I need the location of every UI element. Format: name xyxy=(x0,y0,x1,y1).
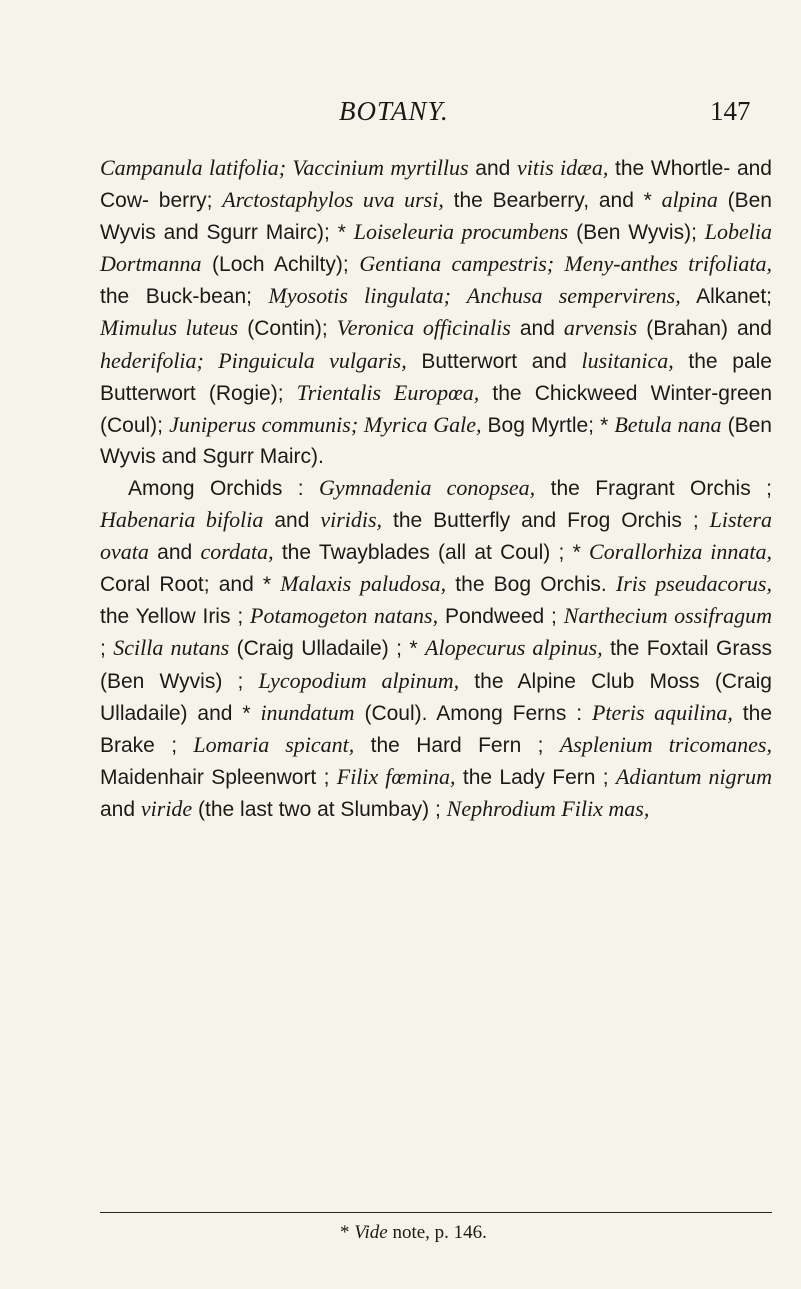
text-segment: (Loch Achilty); xyxy=(201,253,360,277)
text-segment: the Hard Fern ; xyxy=(354,733,560,757)
italic-text-segment: Lomaria spicant, xyxy=(193,731,355,757)
text-segment: the Buck-bean; xyxy=(100,285,269,309)
text-segment: the Yellow Iris ; xyxy=(100,605,251,629)
italic-text-segment: alpina xyxy=(661,187,718,213)
text-segment: Bog Myrtle; * xyxy=(481,413,615,437)
text-segment: the Chickweed Winter-green (Coul); xyxy=(100,381,772,437)
footnote-marker: * xyxy=(340,1222,350,1243)
text-segment: the Bog Orchis. xyxy=(446,573,616,597)
italic-text-segment: Scilla nutans xyxy=(113,635,230,661)
text-segment: Coral Root; and * xyxy=(100,573,281,597)
italic-text-segment: Asplenium tricomanes, xyxy=(559,731,772,757)
italic-text-segment: Betula nana xyxy=(614,411,722,437)
text-segment: ; xyxy=(100,637,114,661)
text-segment: the pale Butterwort (Rogie); xyxy=(100,349,772,405)
text-segment: the Whortle- and Cow- berry; xyxy=(100,157,772,213)
text-segment: the Lady Fern ; xyxy=(455,765,616,789)
italic-text-segment: Mimulus luteus xyxy=(100,315,239,341)
text-segment: (Ben Wyvis); xyxy=(568,221,705,245)
running-title: BOTANY. xyxy=(339,96,449,126)
footnote-text: note, p. 146. xyxy=(392,1222,487,1243)
italic-text-segment: Adiantum nigrum xyxy=(615,763,773,789)
italic-text-segment: Arctostaphylos uva ursi, xyxy=(222,187,444,213)
italic-text-segment: Pteris aquilina, xyxy=(591,699,733,725)
italic-text-segment: Lycopodium alpinum, xyxy=(258,667,460,693)
text-segment: the Alpine Club Moss (Craig Ulladaile) and * xyxy=(100,669,772,725)
text-segment: Pondweed ; xyxy=(438,605,564,629)
italic-text-segment: Alopecurus alpinus, xyxy=(425,635,603,661)
italic-text-segment: Corallorhiza innata, xyxy=(589,539,772,565)
paragraph xyxy=(100,472,772,825)
text-segment: (Brahan) and xyxy=(637,317,772,341)
italic-text-segment: Lobelia Dortmanna xyxy=(100,219,772,277)
text-segment: and xyxy=(263,509,321,533)
italic-text-segment: arvensis xyxy=(563,315,638,341)
body-text xyxy=(100,152,772,825)
text-segment: (Contin); xyxy=(238,317,337,341)
italic-text-segment: hederifolia; Pinguicula vulgaris, xyxy=(100,347,407,373)
italic-text-segment: Juniperus communis; Myrica Gale, xyxy=(169,411,482,437)
footnote xyxy=(0,1222,801,1244)
text-segment: the Brake ; xyxy=(100,701,772,757)
italic-text-segment: Iris pseudacorus, xyxy=(615,571,772,597)
text-segment: the Butterfly and Frog Orchis ; xyxy=(382,509,710,533)
text-segment: (Craig Ulladaile) ; * xyxy=(229,637,426,661)
text-segment: and xyxy=(468,157,518,180)
running-head xyxy=(0,96,801,136)
text-segment: (the last two at Slumbay) ; xyxy=(192,797,447,821)
italic-text-segment: Loiseleuria procumbens xyxy=(353,219,569,245)
text-segment: (Ben Wyvis and Sgurr Mairc); * xyxy=(100,189,772,245)
italic-text-segment: Filix fœmina, xyxy=(336,763,456,789)
italic-text-segment: Gentiana campestris; Meny-anthes trifoliata, xyxy=(359,251,772,277)
text-segment: Alkanet; xyxy=(680,285,772,309)
text-segment: the Foxtail Grass (Ben Wyvis) ; xyxy=(100,637,772,693)
paragraph xyxy=(100,152,772,472)
italic-text-segment: viride xyxy=(140,795,193,821)
text-segment: and xyxy=(100,797,141,821)
italic-text-segment: cordata, xyxy=(200,539,274,565)
text-segment: (Coul). Among Ferns : xyxy=(354,701,592,725)
italic-text-segment: Listera ovata xyxy=(100,507,772,565)
page-number: 147 xyxy=(710,96,751,126)
italic-text-segment: Malaxis paludosa, xyxy=(280,571,447,597)
text-segment: Among Orchids : xyxy=(128,476,320,500)
text-segment: the Bearberry, and * xyxy=(443,189,662,213)
italic-text-segment: Potamogeton natans, xyxy=(250,603,439,629)
footnote-rule xyxy=(100,1212,772,1213)
footnote-vide: Vide xyxy=(354,1222,388,1243)
text-segment: the Fragrant Orchis ; xyxy=(535,476,772,500)
text-segment: Maidenhair Spleenwort ; xyxy=(100,765,337,789)
italic-text-segment: Myosotis lingulata; Anchusa sempervirens, xyxy=(268,283,681,309)
text-segment: and xyxy=(510,317,564,341)
italic-text-segment: Campanula latifolia; Vaccinium myrtillus xyxy=(100,155,469,180)
italic-text-segment: inundatum xyxy=(260,699,355,725)
text-segment: the Twayblades (all at Coul) ; * xyxy=(273,541,590,565)
italic-text-segment: Habenaria bifolia xyxy=(100,507,264,533)
italic-text-segment: lusitanica, xyxy=(581,347,674,373)
italic-text-segment: vitis idæa, xyxy=(517,155,609,180)
italic-text-segment: Gymnadenia conopsea, xyxy=(319,474,536,500)
italic-text-segment: Veronica officinalis xyxy=(336,315,511,341)
italic-text-segment: Nephrodium Filix mas, xyxy=(446,795,650,821)
text-segment: (Ben Wyvis and Sgurr Mairc). xyxy=(100,413,772,468)
italic-text-segment: Trientalis Europœa, xyxy=(296,379,480,405)
italic-text-segment: viridis, xyxy=(320,507,383,533)
italic-text-segment: Narthecium ossifragum xyxy=(563,603,772,629)
text-segment: and xyxy=(148,541,201,565)
text-segment: Butterwort and xyxy=(406,349,582,373)
